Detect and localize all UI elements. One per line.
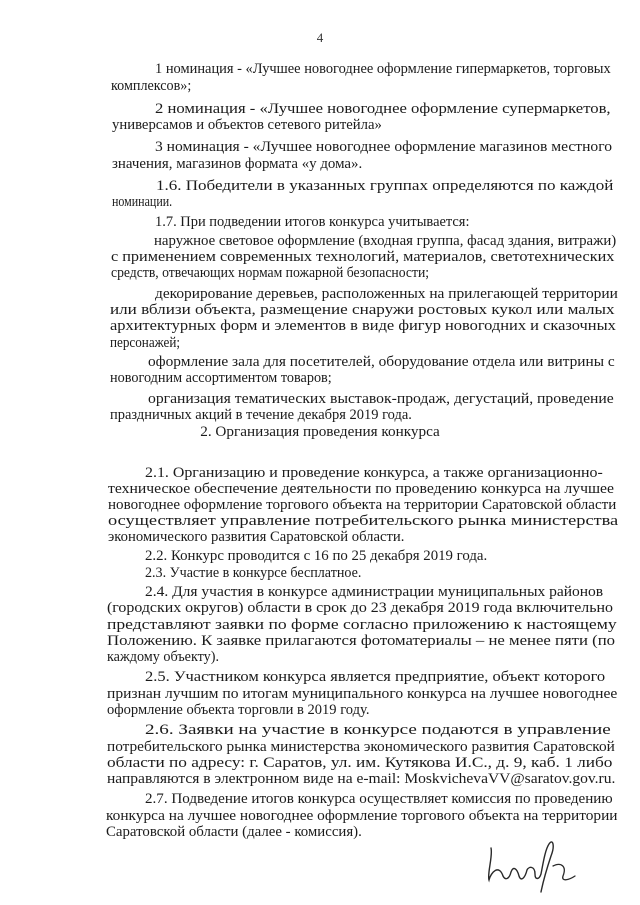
text-line: 1.6. Победители в указанных группах определяются по каждой [156, 177, 614, 194]
text-line: универсамов и объектов сетевого ритейла» [112, 116, 382, 133]
handwritten-signature [483, 836, 593, 898]
text-line: 2.5. Участником конкурса является предприятие, объект которого [145, 668, 606, 685]
text-line: персонажей; [110, 334, 181, 351]
text-line: 2.2. Конкурс проводится с 16 по 25 декабря 2019 года. [145, 547, 488, 564]
section-heading: 2. Организация проведения конкурса [200, 423, 440, 440]
text-line: каждому объекту). [107, 648, 220, 665]
text-line: Саратовской области (далее - комиссия). [106, 823, 362, 840]
text-line: 3 номинация - «Лучшее новогоднее оформление магазинов местного [155, 138, 612, 155]
text-line: оформление зала для посетителей, оборудование отдела или витрины с [148, 353, 615, 370]
text-line: архитектурных форм и элементов в виде фигур новогодних и сказочных [110, 317, 616, 334]
text-line: направляются в электронном виде на e-mail: MoskvichevaVV@saratov.gov.ru. [107, 770, 616, 787]
text-line: новогоднее оформление торгового объекта на территории Саратовской области [108, 496, 617, 513]
text-line: Положению. К заявке прилагаются фотоматериалы – не менее пяти (по [107, 632, 616, 649]
text-line: области по адресу: г. Саратов, ул. им. Кутякова И.С., д. 9, каб. 1 либо [107, 754, 613, 771]
text-line: новогодним ассортиментом товаров; [110, 369, 332, 386]
text-line: или вблизи объекта, размещение снаружи ростовых кукол или малых [110, 301, 615, 318]
text-line: декорирование деревьев, расположенных на прилегающей территории [155, 285, 618, 302]
text-line: экономического развития Саратовской области. [108, 528, 405, 545]
text-line: представляют заявки по форме согласно приложению к настоящему [107, 616, 617, 633]
text-line: 2.6. Заявки на участие в конкурсе подаются в управление [145, 721, 611, 738]
text-line: 2.1. Организацию и проведение конкурса, а также организационно- [145, 464, 603, 481]
text-line: номинации. [112, 193, 173, 210]
text-line: средств, отвечающих нормам пожарной безопасности; [111, 264, 430, 281]
text-line: 1 номинация - «Лучшее новогоднее оформление гипермаркетов, торговых [155, 60, 611, 77]
text-line: 2.7. Подведение итогов конкурса осуществляет комиссия по проведению [145, 790, 613, 807]
text-line: организация тематических выставок-продаж, дегустаций, проведение [148, 390, 614, 407]
text-line: 2.3. Участие в конкурсе бесплатное. [145, 564, 362, 581]
text-line: (городских округов) области в срок до 23 декабря 2019 года включительно [107, 599, 613, 616]
text-line: наружное световое оформление (входная группа, фасад здания, витражи) [154, 232, 617, 249]
text-line: 1.7. При подведении итогов конкурса учитывается: [155, 213, 470, 230]
page-number: 4 [316, 30, 324, 45]
text-line: 2.4. Для участия в конкурсе администрации муниципальных районов [145, 583, 604, 600]
text-line: праздничных акций в течение декабря 2019 года. [110, 406, 412, 423]
text-line: 2 номинация - «Лучшее новогоднее оформление супермаркетов, [155, 100, 611, 117]
text-line: осуществляет управление потребительского рынка министерства [108, 512, 619, 529]
text-line: значения, магазинов формата «у дома». [112, 155, 363, 172]
text-line: признан лучшим по итогам муниципального конкурса на лучшее новогоднее [107, 685, 618, 702]
text-line: с применением современных технологий, материалов, светотехнических [111, 248, 615, 265]
text-line: потребительского рынка министерства экономического развития Саратовской [107, 738, 615, 755]
text-line: конкурса на лучшее новогоднее оформление торгового объекта на территории [106, 807, 618, 824]
text-line: комплексов»; [111, 77, 192, 94]
text-line: оформление объекта торговли в 2019 году. [107, 701, 370, 718]
text-line: техническое обеспечение деятельности по проведению конкурса на лучшее [108, 480, 614, 497]
